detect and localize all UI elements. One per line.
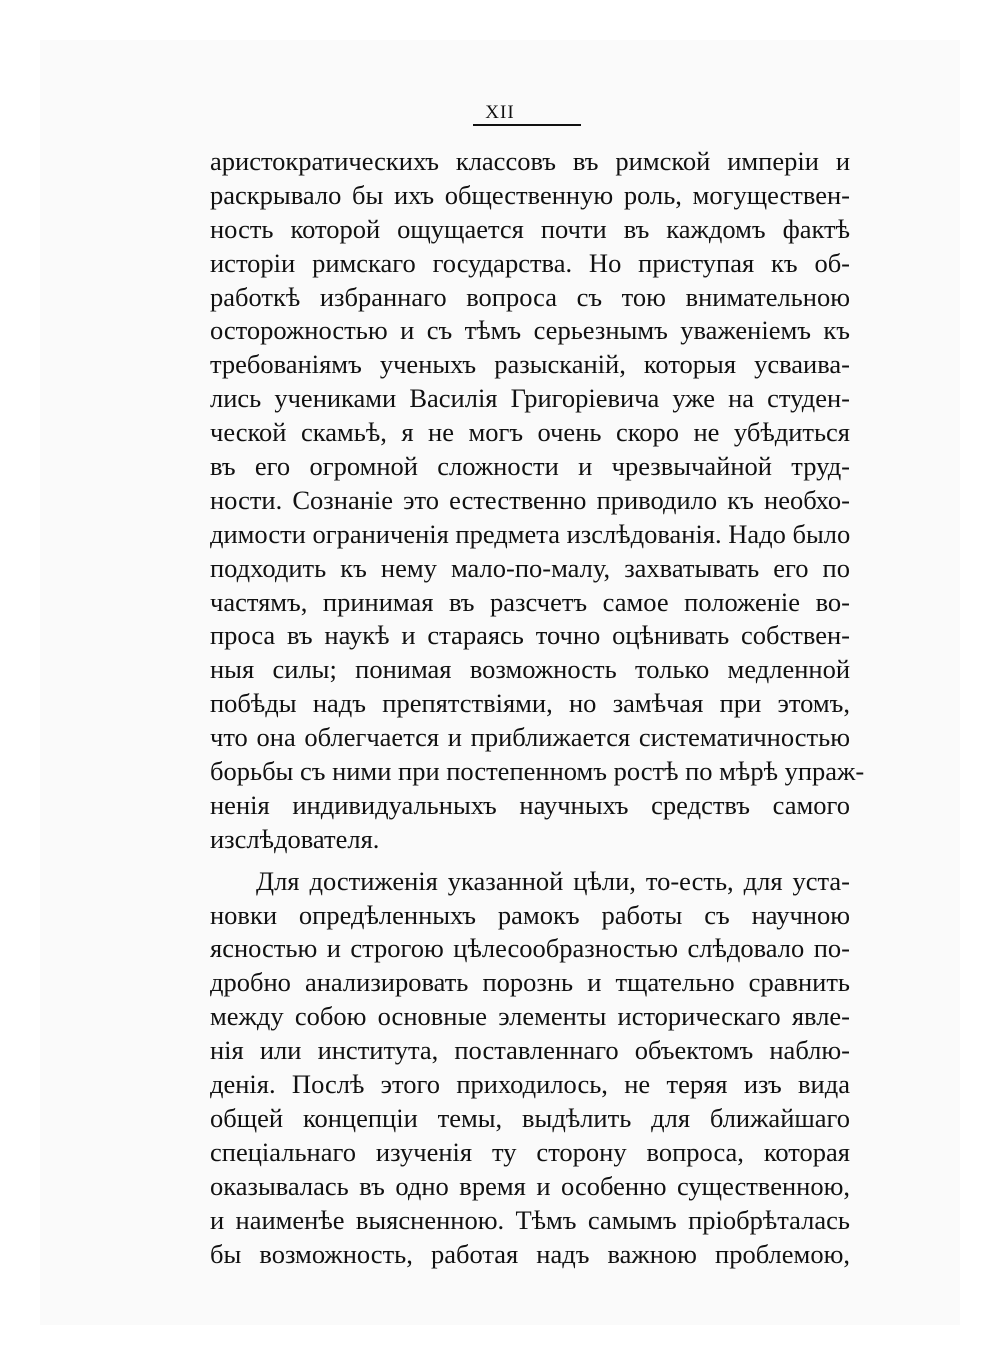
text-line: ясностью и строгою цѣлесообразностью слѣдовало по- — [210, 933, 850, 964]
text-line: что она облегчается и приближается систематичностью — [210, 722, 850, 753]
text-line: частямъ, принимая въ разсчетъ самое положеніе во- — [210, 586, 850, 617]
text-line: и наименѣе выясненною. Тѣмъ самымъ пріобрѣталась — [210, 1204, 850, 1235]
paragraph-gap — [210, 857, 850, 865]
text-line: общей концепціи темы, выдѣлить для ближайшаго — [210, 1102, 850, 1133]
text-line: ческой скамьѣ, я не могъ очень скоро не убѣдиться — [210, 417, 850, 448]
text-line: изслѣдователя. — [210, 823, 380, 854]
header-rule — [473, 124, 581, 126]
text-line: дробно анализировать порознь и тщательно сравнить — [210, 967, 850, 998]
paragraph — [210, 145, 865, 857]
body-text — [210, 145, 865, 1271]
text-line: Для достиженія указанной цѣли, то-есть, для уста- — [256, 865, 850, 896]
text-line: между собою основные элементы историческаго явле- — [210, 1001, 850, 1032]
text-line: требованіямъ ученыхъ разысканій, которыя усваива- — [210, 349, 850, 380]
text-line: нія или института, поставленнаго объектомъ наблю- — [210, 1035, 850, 1066]
text-line: денія. Послѣ этого приходилось, не теряя изъ вида — [210, 1069, 850, 1100]
text-line: подходить къ нему мало-по-малу, захватывать его по — [210, 552, 850, 583]
page-number: XII — [485, 102, 515, 123]
text-line: димости ограниченія предмета изслѣдованія. Надо было — [210, 518, 851, 549]
text-line: борьбы съ ними при постепенномъ ростѣ по мѣрѣ упраж- — [210, 756, 865, 787]
text-line: побѣды надъ препятствіями, но замѣчая при этомъ, — [210, 688, 850, 719]
text-line: лись учениками Василія Григоріевича уже на студен- — [210, 383, 850, 414]
text-line: ныя силы; понимая возможность только медленной — [210, 654, 850, 685]
text-line: спеціальнаго изученія ту сторону вопроса, которая — [210, 1136, 850, 1167]
text-line: аристократическихъ классовъ въ римской имперіи и — [210, 146, 850, 176]
paragraph — [210, 865, 850, 1272]
text-line: ность которой ощущается почти въ каждомъ фактѣ — [210, 213, 850, 244]
text-line: новки опредѣленныхъ рамокъ работы съ научною — [210, 899, 850, 930]
text-line: оказывалась въ одно время и особенно существенною, — [210, 1170, 850, 1201]
text-line: осторожностью и съ тѣмъ серьезнымъ уваженіемъ къ — [210, 315, 850, 346]
text-line: работкѣ избраннаго вопроса съ тою внимательною — [210, 281, 850, 312]
text-line: проса въ наукѣ и стараясь точно оцѣнивать собствен- — [210, 620, 850, 651]
text-line: исторіи римскаго государства. Но приступая къ об- — [210, 247, 850, 278]
text-line: бы возможность, работая надъ важною проблемою, — [210, 1238, 850, 1269]
text-line: ненія индивидуальныхъ научныхъ средствъ самого — [210, 789, 850, 820]
text-line: раскрывало бы ихъ общественную роль, могуществен- — [210, 179, 850, 210]
text-line: ности. Сознаніе это естественно приводило къ необхо- — [210, 484, 850, 515]
text-line: въ его огромной сложности и чрезвычайной труд- — [210, 451, 850, 482]
